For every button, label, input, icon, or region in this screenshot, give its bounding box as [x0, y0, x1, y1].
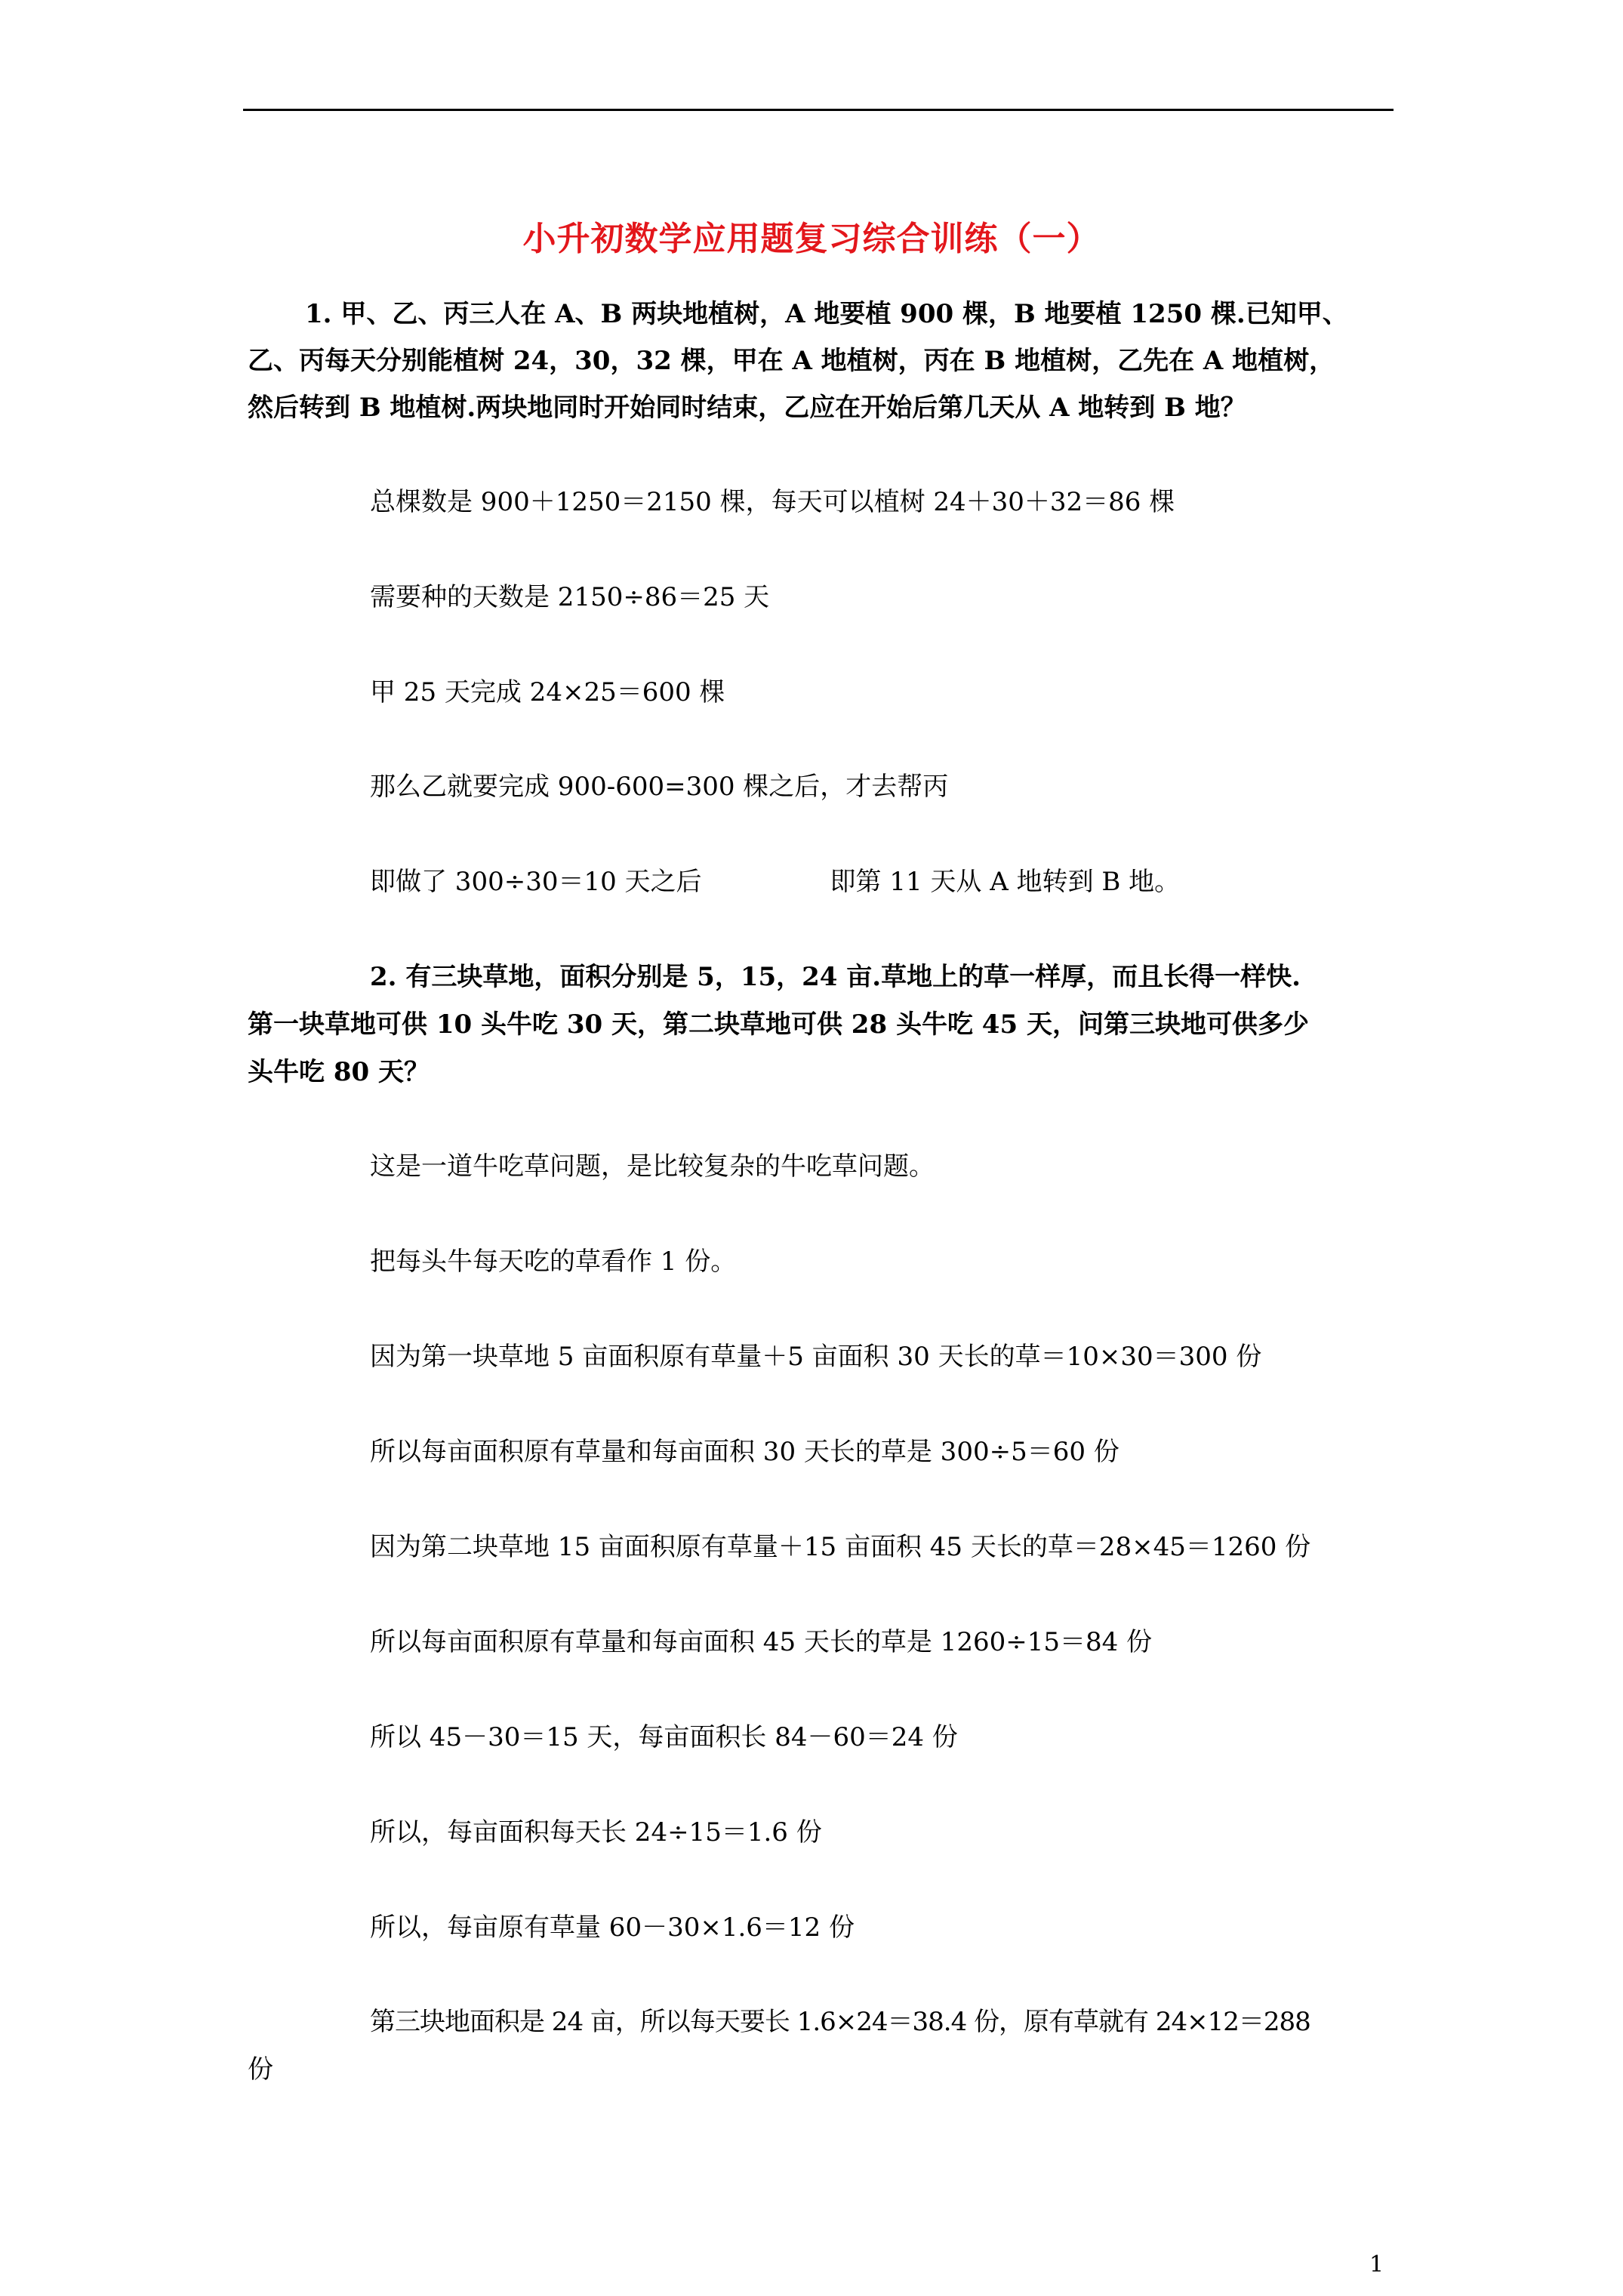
problem-1-solution-line: 那么乙就要完成 900-600=300 棵之后，才去帮丙	[370, 772, 949, 802]
problem-2-solution-line: 所以每亩面积原有草量和每亩面积 30 天长的草是 300÷5＝60 份	[370, 1437, 1119, 1467]
problem-1-solution-line: 需要种的天数是 2150÷86＝25 天	[370, 582, 770, 612]
problem-2-solution-line: 所以，每亩面积每天长 24÷15＝1.6 份	[370, 1817, 822, 1848]
problem-1-final-line	[370, 864, 1180, 900]
problem-2-question-line: 头牛吃 80 天？	[248, 1057, 430, 1087]
problem-2-question-line: 第一块草地可供 10 头牛吃 30 天，第二块草地可供 28 头牛吃 45 天，问第三块地可供多少	[248, 1009, 1309, 1040]
problem-1-solution-line: 总棵数是 900＋1250＝2150 棵，每天可以植树 24＋30＋32＝86 棵	[370, 487, 1175, 517]
problem-2-solution-line: 所以每亩面积原有草量和每亩面积 45 天长的草是 1260÷15＝84 份	[370, 1627, 1153, 1657]
page-title: 小升初数学应用题复习综合训练（一）	[522, 220, 1101, 258]
problem-1-question-line: 然后转到 B 地植树.两块地同时开始同时结束，乙应在开始后第几天从 A 地转到 B 地？	[248, 393, 1246, 423]
problem-2-solution-line: 第三块地面积是 24 亩，所以每天要长 1.6×24＝38.4 份，原有草就有 24×12＝288	[370, 2007, 1310, 2037]
problem-2-solution-line: 因为第一块草地 5 亩面积原有草量＋5 亩面积 30 天长的草＝10×30＝300 份	[370, 1342, 1262, 1372]
problem-1-solution-line: 甲 25 天完成 24×25＝600 棵	[370, 677, 725, 707]
problem-2-solution-line: 把每头牛每天吃的草看作 1 份。	[370, 1247, 737, 1277]
problem-2-solution-line: 这是一道牛吃草问题，是比较复杂的牛吃草问题。	[370, 1151, 935, 1182]
problem-2-solution-line: 份	[248, 2054, 273, 2085]
page-number: 1	[1369, 2251, 1384, 2278]
header-rule	[243, 109, 1394, 111]
problem-1-question-line: 1. 甲、乙、丙三人在 A、B 两块地植树，A 地要植 900 棵，B 地要植 1250 棵.已知甲、	[305, 299, 1348, 329]
problem-1-question-line: 乙、丙每天分别能植树 24，30，32 棵，甲在 A 地植树，丙在 B 地植树，乙先在 A 地植树，	[248, 346, 1335, 376]
problem-2-question-line: 2. 有三块草地，面积分别是 5，15，24 亩.草地上的草一样厚，而且长得一样快.	[370, 962, 1301, 992]
problem-2-solution-line: 所以，每亩原有草量 60－30×1.6＝12 份	[370, 1912, 855, 1943]
problem-2-solution-line: 因为第二块草地 15 亩面积原有草量＋15 亩面积 45 天长的草＝28×45＝1260 份	[370, 1532, 1311, 1562]
final-line-left: 即做了 300÷30＝10 天之后	[370, 867, 702, 897]
problem-2-solution-line: 所以 45－30＝15 天，每亩面积长 84－60＝24 份	[370, 1722, 958, 1752]
final-line-right: 即第 11 天从 A 地转到 B 地。	[830, 867, 1181, 897]
